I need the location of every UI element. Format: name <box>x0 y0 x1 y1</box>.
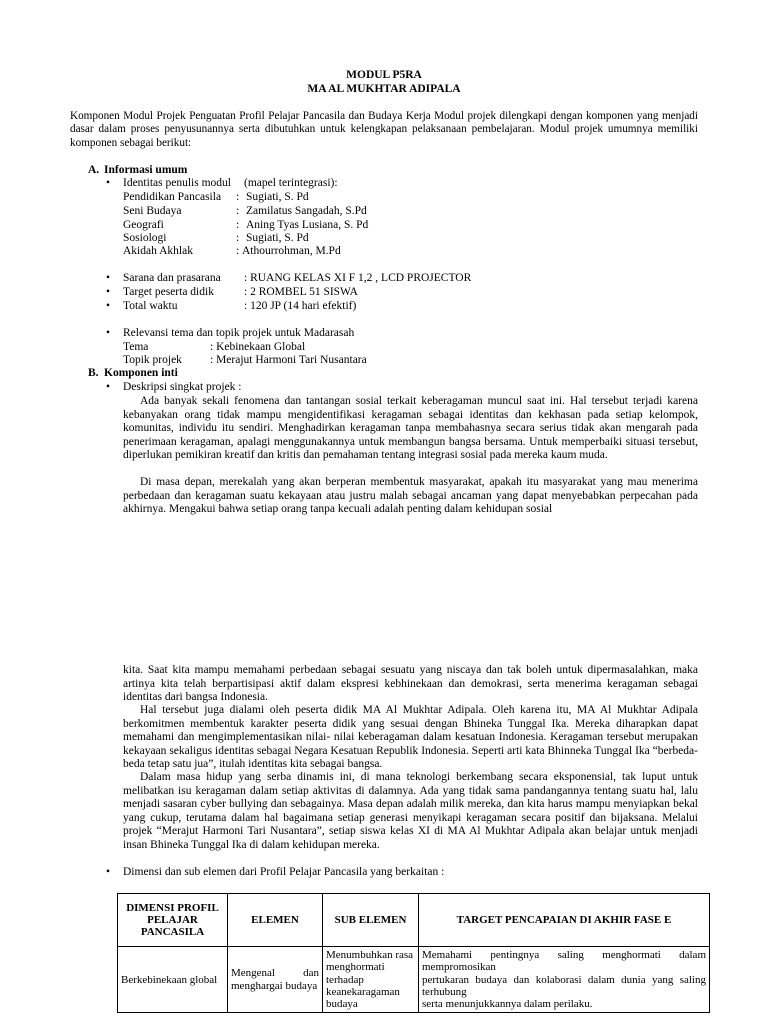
author-subject: Akidah Akhlak <box>123 245 193 257</box>
facility-value: : 120 JP (14 hari efektif) <box>244 300 357 312</box>
target-line: pertukaran budaya dan kolaborasi dalam dunia yang saling terhubung <box>422 973 706 998</box>
paragraph-text: Hal tersebut juga dialami oleh peserta didik MA Al Mukhtar Adipala. Oleh karena itu, MA Al Mukhtar Adipala berkomitmen membentuk karakter peserta didik yang sesuai dengan Bhineka Tunggal Ika. Mereka diharapkan dapat memahami dan mengimplementasikan nilai- nilai keberagaman dalam kesatuan Indonesia. Keragaman tersebut merupakan kekayaan sekaligus identitas sebagai Negara Kesatuan Republik Indonesia. Seperti arti kata Bhinneka Tunggal Ika “berbeda-beda tetap satu jua”, itulah identitas kita sebagai bangsa. <box>123 704 698 770</box>
intro-paragraph: Komponen Modul Projek Penguatan Profil Pelajar Pancasila dan Budaya Kerja Modul projek dilengkapi dengan komponen yang menjadi dasar dalam proses penyusunannya serta dibutuhkan untuk kelengkapan pelaksanaan pembelajaran. Modul projek umumnya memiliki komponen sebagai berikut: <box>70 110 698 149</box>
school-name: MA AL MUKHTAR ADIPALA <box>307 83 461 95</box>
section-a-title: Informasi umum <box>104 164 188 176</box>
section-b-title: Komponen inti <box>104 367 178 379</box>
author-name: Zamilatus Sangadah, S.Pd <box>246 205 367 217</box>
paragraph-text: kita. Saat kita mampu memahami perbedaan sebagai sesuatu yang niscaya dan tak boleh untuk dipermasalahkan, maka artinya kita telah berpartisipasi aktif dalam ekspresi kebhinekaan dan demokrasi, serta menerima keragaman sebagai identitas dari bangsa Indonesia. <box>123 664 698 703</box>
author-name: Athourrohman, M.Pd <box>242 245 341 257</box>
table-header: TARGET PENCAPAIAN DI AKHIR FASE E <box>419 894 710 947</box>
author-name: Sugiati, S. Pd <box>246 232 309 244</box>
bullet-icon: • <box>106 866 111 878</box>
table-cell-target <box>419 947 710 1013</box>
tema-value: : Kebinekaan Global <box>210 341 306 353</box>
facility-value: : 2 ROMBEL 51 SISWA <box>244 286 358 298</box>
target-line: Memahami pentingnya saling menghormati dalam mempromosikan <box>422 949 706 974</box>
paragraph-text: Di masa depan, merekalah yang akan berperan membentuk masyarakat, apakah itu masyarakat yang mau menerima perbedaan dan keragaman suatu kekayaan atau justru malah sebagai ancaman yang dapat menyebabkan perpecahan pada akhirnya. Mengakui bahwa setiap orang tanpa kecuali adalah penting dalam kehidupan sosial <box>123 476 698 515</box>
section-b-letter: B. <box>88 367 99 379</box>
author-name: Aning Tyas Lusiana, S. Pd <box>246 219 369 231</box>
facility-value: : RUANG KELAS XI F 1,2 , LCD PROJECTOR <box>244 272 472 284</box>
author-subject: Pendidikan Pancasila <box>123 191 222 203</box>
author-sep: : <box>236 232 240 244</box>
table-header-row <box>118 894 710 947</box>
document-title: MODUL P5RA <box>346 69 422 81</box>
bullet-icon: • <box>106 381 111 393</box>
bullet-icon: • <box>106 286 111 298</box>
author-name: Sugiati, S. Pd <box>246 191 309 203</box>
table-cell-elemen: Mengenal dan menghargai budaya <box>228 947 323 1013</box>
facility-label: Sarana dan prasarana <box>123 272 221 284</box>
author-sep: : <box>236 219 240 231</box>
author-subject: Seni Budaya <box>123 205 182 217</box>
bullet-icon: • <box>106 327 111 339</box>
section-a-letter: A. <box>88 164 100 176</box>
dimensi-label: Dimensi dan sub elemen dari Profil Pelajar Pancasila yang berkaitan : <box>123 866 445 878</box>
paragraph-text: Ada banyak sekali fenomena dan tantangan sosial terkait keberagaman muncul saat ini. Hal tersebut terjadi karena kebanyakan orang tidak mampu mengidentifikasi keragaman sebagai identitas dan kekhasan pada setiap kelompok, komunitas, individu itu sendiri. Menghadirkan keragaman tanpa membahasnya secara serius tidak akan mengarah pada penerimaan keragaman, apalagi menggunakannya untuk membangun bangsa bersama. Untuk memperbaiki situasi tersebut, diperlukan pemikiran kreatif dan kritis dan pemahaman tentang integrasi sosial pada mereka kaum muda. <box>123 395 698 461</box>
author-sep: : <box>236 245 240 257</box>
bullet-icon: • <box>106 300 111 312</box>
identitas-label: Identitas penulis modul <box>123 177 231 189</box>
table-header: DIMENSI PROFIL PELAJAR PANCASILA <box>118 894 228 947</box>
description-paragraph <box>123 704 698 772</box>
target-line: serta menunjukkannya dalam perilaku. <box>422 998 593 1011</box>
author-sep: : <box>236 191 240 203</box>
deskripsi-label: Deskripsi singkat projek : <box>123 381 242 393</box>
description-paragraph <box>123 664 698 705</box>
bullet-icon: • <box>106 177 111 189</box>
table-row <box>118 947 710 1013</box>
identitas-note: (mapel terintegrasi): <box>244 177 338 189</box>
description-paragraph <box>123 395 698 463</box>
facility-label: Total waktu <box>123 300 178 312</box>
author-sep: : <box>236 205 240 217</box>
table-cell-sub: Menumbuhkan rasa menghormati terhadap keanekaragaman budaya <box>323 947 419 1013</box>
topik-label: Topik projek <box>123 354 182 366</box>
table-header: ELEMEN <box>228 894 323 947</box>
tema-label: Tema <box>123 341 149 353</box>
topik-value: : Merajut Harmoni Tari Nusantara <box>210 354 367 366</box>
dimension-table <box>117 893 710 1013</box>
description-paragraph <box>123 476 698 517</box>
table-header: SUB ELEMEN <box>323 894 419 947</box>
paragraph-text: Dalam masa hidup yang serba dinamis ini, di mana teknologi berkembang secara eksponensial, tak luput untuk melibatkan isu keragaman dalam setiap aktivitas di dalamnya. Ada yang tidak sama pandangannya tentang suatu hal, lalu menjadi sasaran cyber bullying dan sebagainya. Masa depan adalah milik mereka, dan kita harus mampu menyiapkan bekal yang cukup, terutama dalam hal bagaimana setiap generasi menyikapi keragaman secara positif dan bijaksana. Melalui projek “Merajut Harmoni Tari Nusantara”, setiap siswa kelas XI di MA Al Mukhtar Adipala akan belajar untuk menjadi insan Bhineka Tunggal Ika di dalam kehidupan mereka. <box>123 771 698 851</box>
bullet-icon: • <box>106 272 111 284</box>
author-subject: Geografi <box>123 219 164 231</box>
description-paragraph <box>123 771 698 852</box>
relevansi-label: Relevansi tema dan topik projek untuk Madarasah <box>123 327 355 339</box>
author-subject: Sosiologi <box>123 232 167 244</box>
facility-label: Target peserta didik <box>123 286 214 298</box>
table-cell-dimensi: Berkebinekaan global <box>118 947 228 1013</box>
